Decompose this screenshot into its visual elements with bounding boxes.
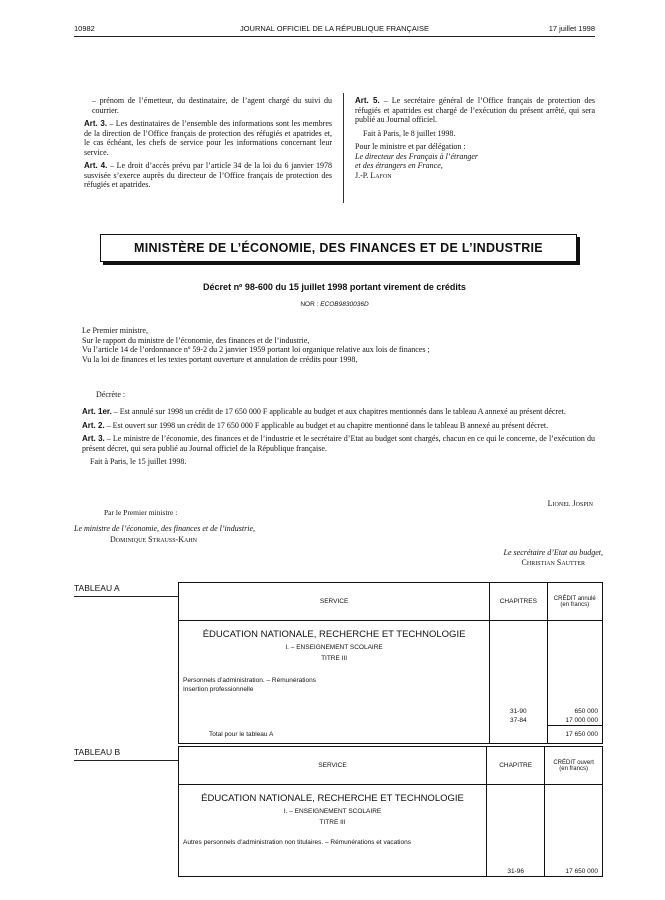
col-header-service: SERVICE [179,583,490,621]
table-row-credit: 650 000 [574,708,598,715]
right-column [355,96,595,180]
nor-reference: NOR : ECOB9830036D [300,301,369,308]
table-row-chapitre: 31-96 [507,868,524,875]
fait-line: Fait à Paris, le 8 juillet 1998. [363,128,456,138]
table-row-credit: 17 000 000 [565,717,598,724]
table-row-chapitre: 37-84 [510,717,527,724]
ministry-heading: ÉDUCATION NATIONALE, RECHERCHE ET TECHNOLOGIE [202,629,466,640]
issue-date: 17 juillet 1998 [548,24,595,33]
article-4: Art. 4. – Le droit d’accès prévu par l’article 34 de la loi du 6 janvier 1978 susvisée s’exerce auprès du directeur de l’Office français de protection des réfugiés et apatrides. [84,161,333,189]
signatory-title-1: Le directeur des Français à l’étranger [355,151,479,161]
ministry-banner [100,234,577,262]
tableau-b-label: TABLEAU B [74,747,121,757]
ministry-heading: ÉDUCATION NATIONALE, RECHERCHE ET TECHNOLOGIE [201,793,464,804]
secretary-title: Le secrétaire d’Etat au budget, [503,548,603,557]
table-row-label: Personnels d’administration. – Rémunérations [183,677,316,684]
tableau-a-rule [74,596,178,597]
col-header-credit: CRÉDIT ouvert (en francs) [545,747,603,785]
minister-name: Dominique Strauss-Kahn [110,535,198,544]
col-header-chapitres: CHAPITRES [490,583,547,621]
section-heading: I. – ENSEIGNEMENT SCOLAIRE [283,808,382,815]
secretary-name: Christian Sautter [521,558,585,567]
signatory-name: J.-P. Lafon [355,170,392,180]
col-header-service: SERVICE [179,747,487,785]
paragraph: – prénom de l’émetteur, du destinataire, de l’agent chargé du suivi du courrier. [92,96,332,115]
article-2: Art. 2. – Est ouvert sur 1998 un crédit de 17 650 000 F applicable au budget et au chapitre mentionné dans le tableau B annexé au présent décret. [82,420,549,430]
preamble-line: Vu la loi de finances et les textes portant ouverture et annulation de crédits pour 1998, [82,354,358,364]
titre-heading: TITRE III [319,819,346,826]
left-column [84,96,332,194]
titre-heading: TITRE III [321,655,348,662]
pm-signature: Lionel Jospin [547,499,593,508]
fait-line: Fait à Paris, le 15 juillet 1998. [90,457,187,466]
table-row-chapitre: 31-90 [510,708,527,715]
column-divider [343,93,344,203]
page-number: 10982 [74,24,95,33]
total-label: Total pour le tableau A [209,730,274,738]
preamble-line: Vu l’article 14 de l’ordonnance nº 59-2 du 2 janvier 1959 portant loi organique relative aux lois de finances ; [82,345,430,354]
article-1: Art. 1er. – Est annulé sur 1998 un crédit de 17 650 000 F applicable au budget et aux chapitres mentionnés dans le tableau A annexé au présent décret. [82,407,566,416]
tableau-a-label: TABLEAU A [74,583,120,593]
preamble-line: Le Premier ministre, [82,326,148,335]
decree-preamble [82,326,595,364]
article-3-decree: Art. 3. – Le ministre de l’économie, des finances et de l’industrie et le secrétaire d’Etat au budget sont chargés, chacun en ce qui le concerne, de l’exécution du présent décret, qui sera publié au Journal officiel de la République française. [82,434,596,453]
signatory-title-2: et des étrangers en France, [355,161,443,170]
minister-title: Le ministre de l’économie, des finances et de l’industrie, [74,524,255,533]
tableau-b-rule [74,760,178,761]
table-row-credit: 17 650 000 [565,868,598,875]
col-header-chapitre: CHAPITRE [487,747,545,785]
delegation-line: Pour le ministre et par délégation : [355,142,466,151]
decree-articles [82,407,595,471]
article-3: Art. 3. – Les destinataires de l’ensemble des informations sont les membres de la direction de l’Office français de protection des réfugiés et apatrides et, le cas échéant, les chefs de service pour les informations concernant leur service. [84,119,333,157]
section-heading: I. – ENSEIGNEMENT SCOLAIRE [285,644,383,651]
table-row-label: Autres personnels d’administration non titulaires. – Rémunérations et vacations [183,839,411,846]
par-line: Par le Premier ministre : [104,508,178,517]
preamble-line: Sur le rapport du ministre de l’économie, des finances et de l’industrie, [82,335,310,345]
tableau-b [178,746,603,877]
table-row-label: Insertion professionnelle [183,686,254,693]
journal-title: JOURNAL OFFICIEL DE LA RÉPUBLIQUE FRANÇAISE [239,24,430,33]
decrete-line: Décrète : [96,390,126,399]
decree-title: Décret nº 98-600 du 15 juillet 1998 portant virement de crédits [203,282,466,292]
ministry-title: MINISTÈRE DE L’ÉCONOMIE, DES FINANCES ET DE L’INDUSTRIE [134,241,543,255]
header-rule [74,36,595,37]
total-value: 17 650 000 [547,726,602,744]
tableau-a [178,582,603,744]
col-header-credit: CRÉDIT annulé (en francs) [547,583,602,621]
article-5: Art. 5. – Le secrétaire général de l’Office français de protection des réfugiés et apatrides est chargé de l’exécution du présent arrêté, qui sera publié au Journal officiel. [355,96,596,124]
